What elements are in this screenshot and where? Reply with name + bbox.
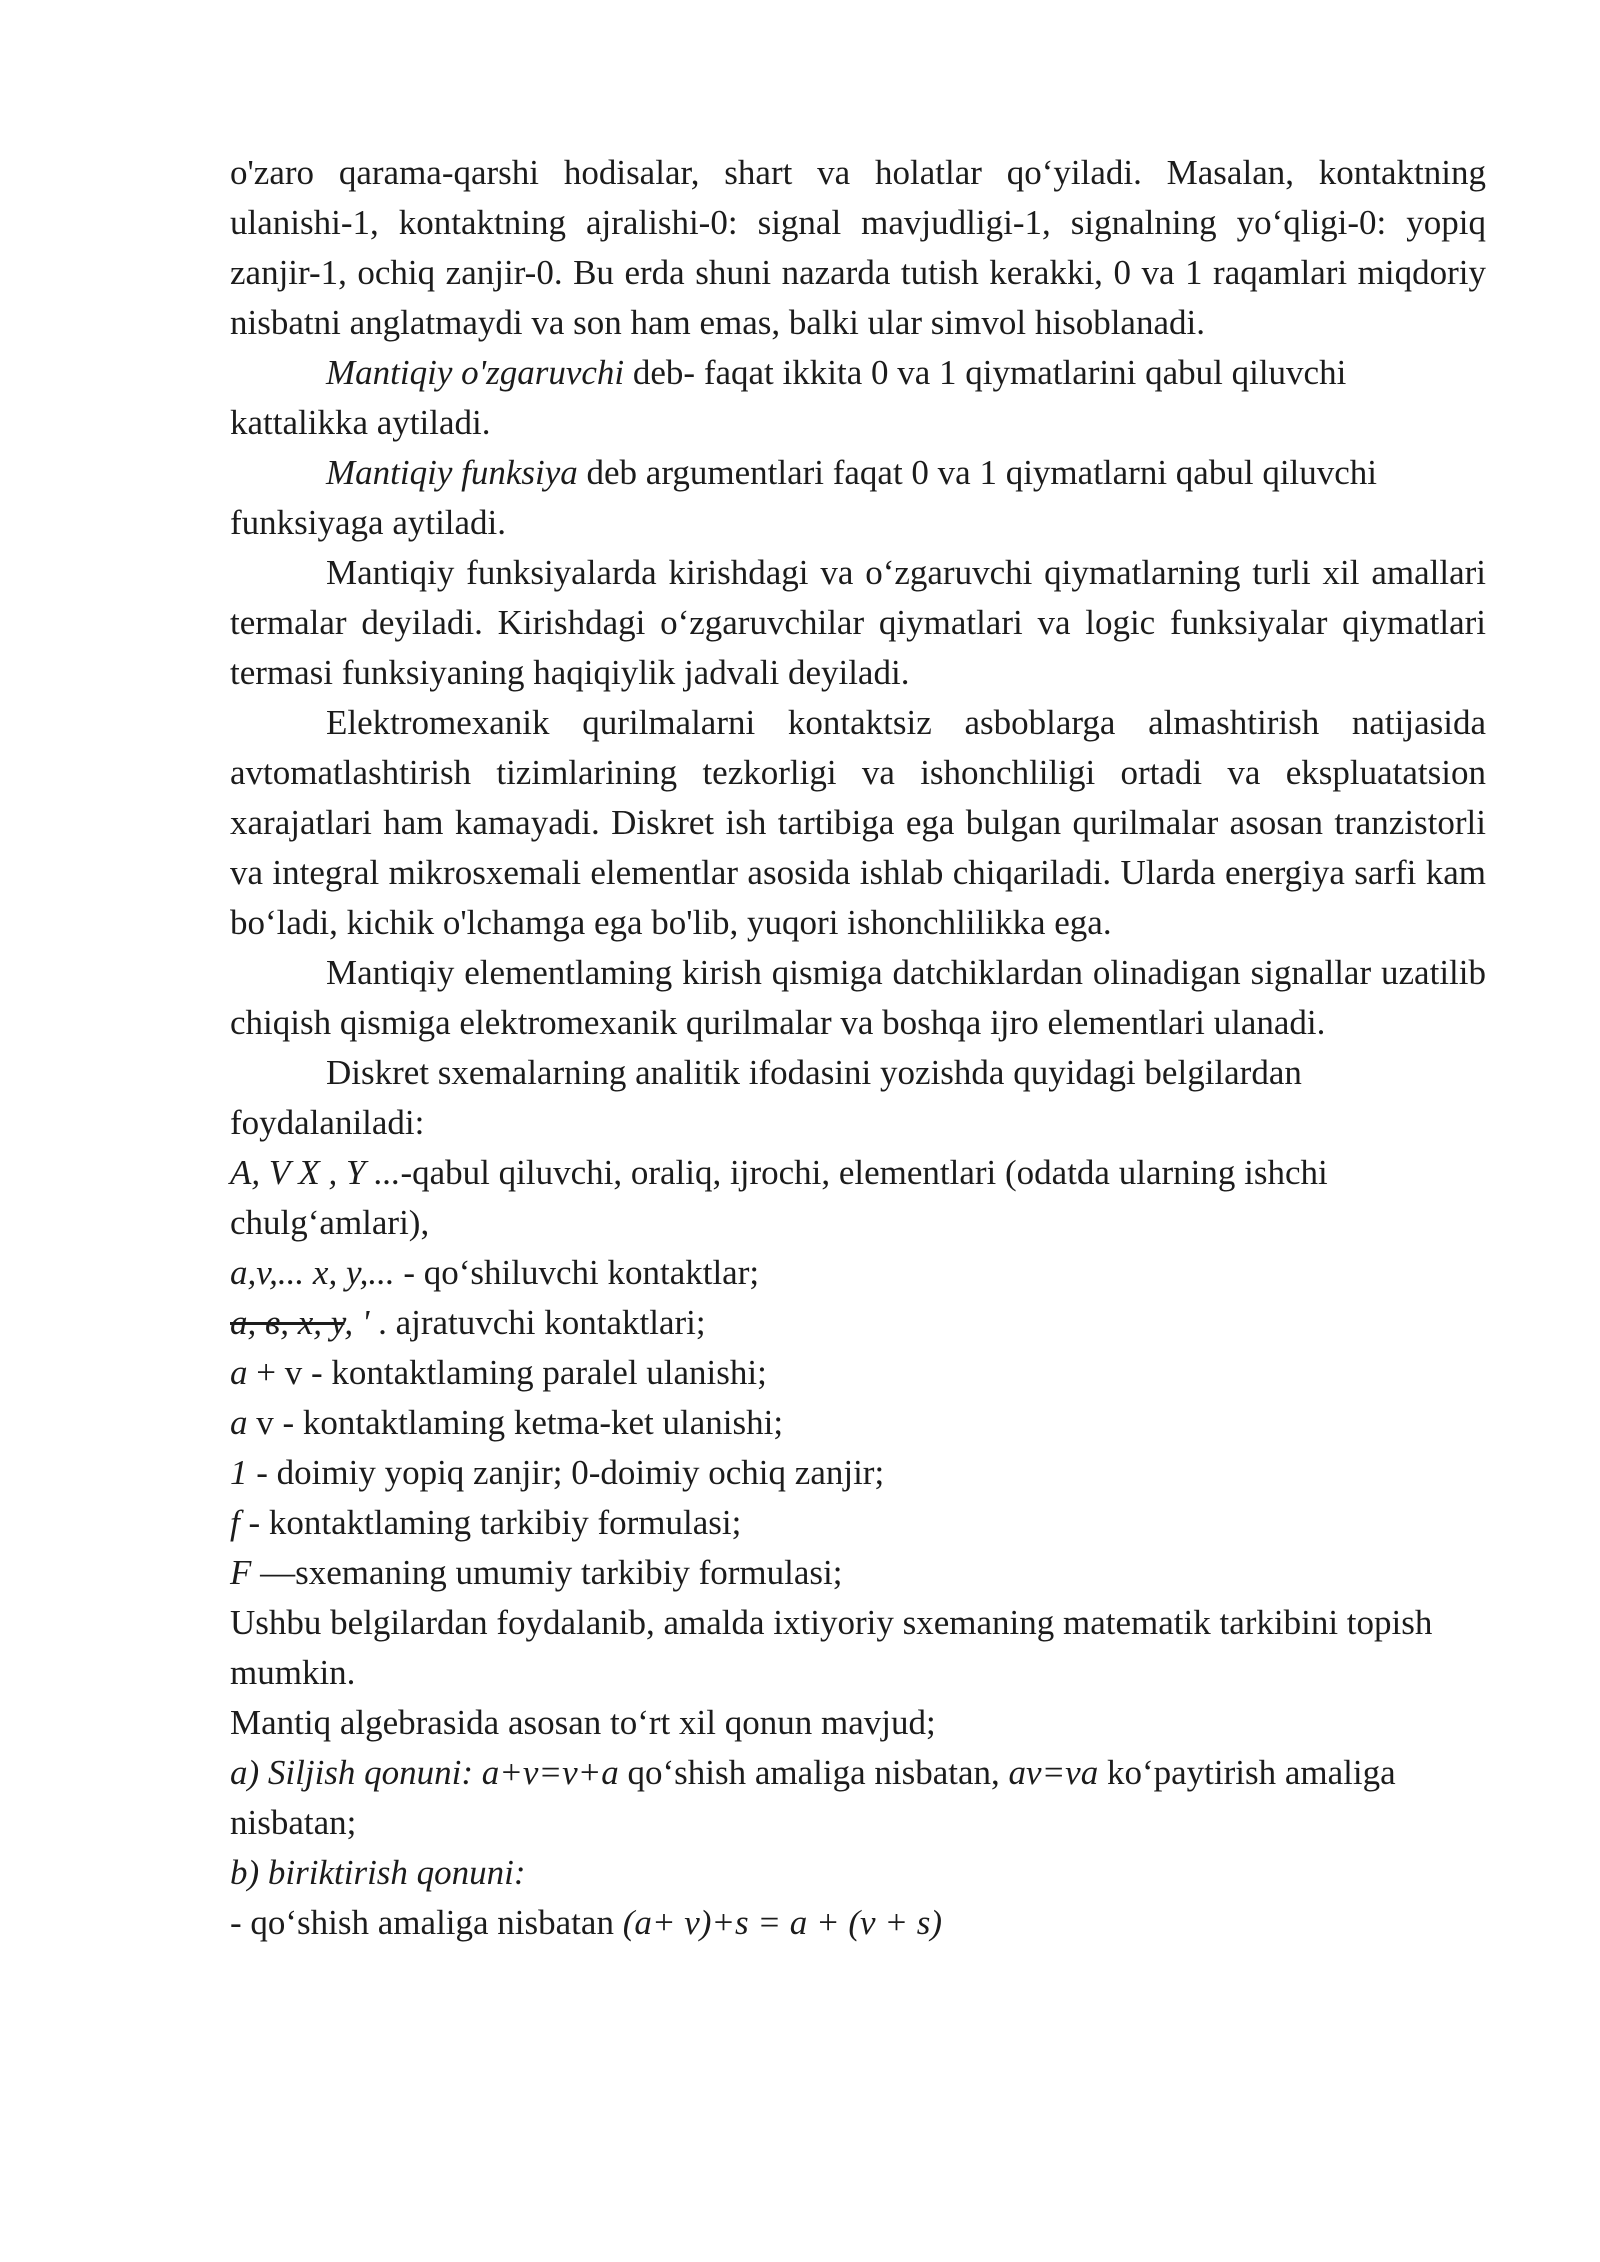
symbol-line-constants: [230, 1448, 1486, 1498]
paragraph-logic-elements-text: Mantiqiy elementlaming kirish qismiga datchiklardan olinadigan signallar uzatilib chiqish qismiga elektromexanik qurilmalar va boshqa ijro elementlari ulanadi.: [230, 953, 1486, 1042]
symbol-scheme-formula: F: [230, 1553, 252, 1592]
law-associative-label: b) biriktirish qonuni:: [230, 1853, 526, 1892]
symbol-line-series: [230, 1398, 1486, 1448]
symbol-series-desc: v - kontaktlaming ketma-ket ulanishi;: [247, 1403, 784, 1442]
paragraph-electromechanical-text: Elektromexanik qurilmalarni kontaktsiz asboblarga almashtirish natijasida avtomatlashtirish tizimlarining tezkorligi va ishonchliligi ortadi va ekspluatatsion xarajatlari ham kamayadi. Diskret ish tartibiga ega bulgan qurilmalar asosan tranzistorli va integral mikrosxemali elementlar asosida ishlab chiqariladi. Ularda energiya sarfi kam bo‘ladi, kichik o'lchamga ega bo'lib, yuqori ishonchlilikka ega.: [230, 703, 1486, 942]
symbol-contact-formula-desc: - kontaktlaming tarkibiy formulasi;: [239, 1503, 742, 1542]
law-commutative-label: a) Siljish qonuni: a+v=v+a: [230, 1753, 619, 1792]
symbol-elements-desc: -qabul qiluvchi, oraliq, ijrochi, elementlari (odatda ularning ishchi chulg‘amlari),: [230, 1153, 1328, 1242]
law-commutative-formula: av=va: [1008, 1753, 1099, 1792]
symbol-line-elements: [230, 1148, 1486, 1248]
definition-logical-variable: [230, 348, 1486, 448]
paragraph-usage-text: Ushbu belgilardan foydalanib, amalda ixtiyoriy sxemaning matematik tarkibini topish mumkin.: [230, 1603, 1433, 1692]
symbol-elements: A, V X , Y ...: [230, 1153, 401, 1192]
symbol-opening-contacts-prime: , ': [344, 1303, 379, 1342]
symbol-closing-contacts: a,v,... x, y,...: [230, 1253, 395, 1292]
law-associative-addition-text: - qo‘shish amaliga nisbatan: [230, 1903, 623, 1942]
definition-logical-function-text: deb argumentlari faqat 0 va 1 qiymatlarni qabul qiluvchi funksiyaga aytiladi.: [230, 453, 1378, 542]
paragraph-laws-intro: [230, 1698, 1486, 1748]
paragraph-intro: [230, 148, 1486, 348]
law-associative: [230, 1848, 1486, 1898]
paragraph-terms: [230, 548, 1486, 698]
term-logical-function: Mantiqiy funksiya: [326, 453, 578, 492]
paragraph-terms-text: Mantiqiy funksiyalarda kirishdagi va o‘zgaruvchi qiymatlarning turli xil amallari termalar deyiladi. Kirishdagi o‘zgaruvchilar qiymatlari va logic funksiyalar qiymatlari termasi funksiyaning haqiqiylik jadvali deyiladi.: [230, 553, 1486, 692]
definition-logical-variable-text: deb- faqat ikkita 0 va 1 qiymatlarini qabul qiluvchi kattalikka aytiladi.: [230, 353, 1347, 442]
symbol-constants-desc: - doimiy yopiq zanjir; 0-doimiy ochiq zanjir;: [247, 1453, 885, 1492]
paragraph-electromechanical: [230, 698, 1486, 948]
symbol-line-opening-contacts: [230, 1298, 1486, 1348]
definition-logical-function: [230, 448, 1486, 548]
law-associative-addition: [230, 1898, 1486, 1948]
symbol-constant-one: 1: [230, 1453, 248, 1492]
law-commutative-mid: qo‘shish amaliga nisbatan,: [618, 1753, 1009, 1792]
symbol-opening-contacts: a, в, x, y: [230, 1303, 345, 1342]
paragraph-notation-intro: [230, 1048, 1486, 1148]
symbol-line-closing-contacts: [230, 1248, 1486, 1298]
symbol-series: a: [230, 1403, 248, 1442]
paragraph-logic-elements: [230, 948, 1486, 1048]
symbol-parallel-desc: + v - kontaktlaming paralel ulanishi;: [247, 1353, 767, 1392]
term-logical-variable: Mantiqiy o'zgaruvchi: [326, 353, 625, 392]
symbol-line-contact-formula: [230, 1498, 1486, 1548]
paragraph-usage: [230, 1598, 1486, 1698]
paragraph-laws-intro-text: Mantiq algebrasida asosan to‘rt xil qonun mavjud;: [230, 1703, 936, 1742]
symbol-contact-formula: f: [230, 1503, 240, 1542]
symbol-parallel: a: [230, 1353, 248, 1392]
law-associative-addition-formula: (a+ v)+s = a + (v + s): [622, 1903, 942, 1942]
symbol-line-parallel: [230, 1348, 1486, 1398]
paragraph-intro-text: o'zaro qarama-qarshi hodisalar, shart va holatlar qo‘yiladi. Masalan, kontaktning ulanishi-1, kontaktning ajralishi-0: signal mavjudligi-1, signalning yo‘qligi-0: yopiq zanjir-1, ochiq zanjir-0. Bu erda shuni nazarda tutish kerakki, 0 va 1 raqamlari miqdoriy nisbatni anglatmaydi va son ham emas, balki ular simvol hisoblanadi.: [230, 153, 1486, 342]
law-commutative: [230, 1748, 1486, 1848]
paragraph-notation-intro-text: Diskret sxemalarning analitik ifodasini yozishda quyidagi belgilardan foydalaniladi:: [230, 1053, 1302, 1142]
symbol-closing-contacts-desc: - qo‘shiluvchi kontaktlar;: [394, 1253, 760, 1292]
symbol-opening-contacts-desc: . ajratuvchi kontaktlari;: [378, 1303, 706, 1342]
law-commutative-rest: ko‘paytirish amaliga nisbatan;: [230, 1753, 1396, 1842]
symbol-scheme-formula-desc: —sxemaning umumiy tarkibiy formulasi;: [251, 1553, 843, 1592]
document-page: [230, 148, 1486, 1948]
symbol-line-scheme-formula: [230, 1548, 1486, 1598]
